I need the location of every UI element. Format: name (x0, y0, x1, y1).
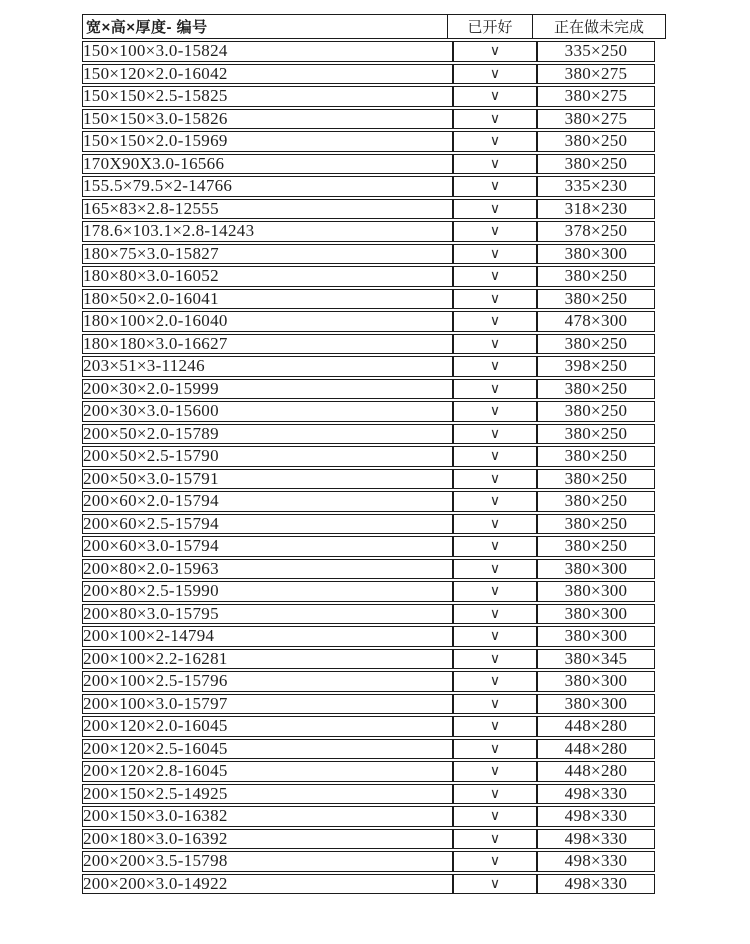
table-header (82, 14, 666, 39)
table-row (82, 626, 655, 647)
pending-size-cell: 380×300 (537, 604, 655, 625)
table-row (82, 131, 655, 152)
spec-cell: 200×150×3.0-16382 (82, 806, 453, 827)
check-mark-icon: ∨ (489, 560, 501, 577)
pending-size-cell: 448×280 (537, 739, 655, 760)
table-row (82, 536, 655, 557)
table-row (82, 41, 655, 62)
check-cell (453, 41, 537, 62)
check-cell (453, 559, 537, 580)
spec-cell: 180×75×3.0-15827 (82, 244, 453, 265)
check-cell (453, 379, 537, 400)
table-row (82, 649, 655, 670)
pending-size-cell: 318×230 (537, 199, 655, 220)
check-mark-icon: ∨ (489, 808, 501, 825)
check-mark-icon: ∨ (489, 763, 501, 780)
table-row (82, 784, 655, 805)
check-cell (453, 874, 537, 895)
check-cell (453, 109, 537, 130)
check-cell (453, 671, 537, 692)
check-mark-icon: ∨ (489, 200, 501, 217)
check-cell (453, 491, 537, 512)
table-row (82, 289, 655, 310)
check-mark-icon: ∨ (489, 335, 501, 352)
spec-cell: 200×100×2-14794 (82, 626, 453, 647)
pending-size-cell: 380×250 (537, 401, 655, 422)
pending-size-cell: 380×250 (537, 536, 655, 557)
check-cell (453, 221, 537, 242)
pending-size-cell: 380×275 (537, 109, 655, 130)
check-cell (453, 176, 537, 197)
table-row (82, 424, 655, 445)
table-row (82, 491, 655, 512)
spec-cell: 200×120×2.8-16045 (82, 761, 453, 782)
check-mark-icon: ∨ (489, 155, 501, 172)
spec-cell: 200×100×3.0-15797 (82, 694, 453, 715)
check-mark-icon: ∨ (489, 470, 501, 487)
check-mark-icon: ∨ (489, 133, 501, 150)
pending-size-cell: 380×250 (537, 131, 655, 152)
check-mark-icon: ∨ (489, 178, 501, 195)
pending-size-cell: 380×275 (537, 64, 655, 85)
spec-cell: 150×150×3.0-15826 (82, 109, 453, 130)
check-mark-icon: ∨ (489, 583, 501, 600)
table-row (82, 581, 655, 602)
pending-size-cell: 498×330 (537, 829, 655, 850)
check-mark-icon: ∨ (489, 65, 501, 82)
check-cell (453, 694, 537, 715)
table-row (82, 311, 655, 332)
check-mark-icon: ∨ (489, 380, 501, 397)
pending-size-cell: 498×330 (537, 851, 655, 872)
spec-cell: 200×30×3.0-15600 (82, 401, 453, 422)
spec-cell: 200×200×3.0-14922 (82, 874, 453, 895)
pending-size-cell: 380×250 (537, 154, 655, 175)
check-cell (453, 469, 537, 490)
check-mark-icon: ∨ (489, 313, 501, 330)
check-mark-icon: ∨ (489, 650, 501, 667)
check-cell (453, 289, 537, 310)
spec-cell: 203×51×3-11246 (82, 356, 453, 377)
check-mark-icon: ∨ (489, 358, 501, 375)
table-row (82, 761, 655, 782)
check-cell (453, 86, 537, 107)
table-row (82, 109, 655, 130)
check-cell (453, 784, 537, 805)
spec-cell: 200×60×3.0-15794 (82, 536, 453, 557)
pending-size-cell: 380×300 (537, 559, 655, 580)
check-mark-icon: ∨ (489, 740, 501, 757)
check-mark-icon: ∨ (489, 268, 501, 285)
check-cell (453, 536, 537, 557)
check-mark-icon: ∨ (489, 785, 501, 802)
spec-cell: 150×100×3.0-15824 (82, 41, 453, 62)
pending-size-cell: 380×250 (537, 289, 655, 310)
spec-cell: 165×83×2.8-12555 (82, 199, 453, 220)
spec-cell: 200×100×2.2-16281 (82, 649, 453, 670)
check-cell (453, 446, 537, 467)
table-row (82, 874, 655, 895)
table-row (82, 379, 655, 400)
check-mark-icon: ∨ (489, 493, 501, 510)
table-row (82, 334, 655, 355)
pending-size-cell: 380×250 (537, 446, 655, 467)
table-row (82, 604, 655, 625)
check-cell (453, 311, 537, 332)
table-row (82, 559, 655, 580)
pending-size-cell: 448×280 (537, 716, 655, 737)
check-mark-icon: ∨ (489, 718, 501, 735)
check-cell (453, 829, 537, 850)
check-mark-icon: ∨ (489, 88, 501, 105)
pending-size-cell: 380×250 (537, 491, 655, 512)
table-row (82, 851, 655, 872)
check-mark-icon: ∨ (489, 403, 501, 420)
spec-cell: 178.6×103.1×2.8-14243 (82, 221, 453, 242)
table-row (82, 86, 655, 107)
table-row (82, 64, 655, 85)
table-row (82, 469, 655, 490)
spec-cell: 180×50×2.0-16041 (82, 289, 453, 310)
check-mark-icon: ∨ (489, 853, 501, 870)
check-cell (453, 356, 537, 377)
check-mark-icon: ∨ (489, 515, 501, 532)
spec-cell: 180×180×3.0-16627 (82, 334, 453, 355)
pending-size-cell: 378×250 (537, 221, 655, 242)
pending-size-cell: 380×275 (537, 86, 655, 107)
table-row (82, 154, 655, 175)
check-cell (453, 716, 537, 737)
pending-size-cell: 335×230 (537, 176, 655, 197)
check-mark-icon: ∨ (489, 245, 501, 262)
spec-cell: 200×80×3.0-15795 (82, 604, 453, 625)
spec-cell: 200×50×2.5-15790 (82, 446, 453, 467)
check-cell (453, 649, 537, 670)
check-cell (453, 851, 537, 872)
table-row (82, 716, 655, 737)
check-cell (453, 244, 537, 265)
spec-cell: 150×150×2.0-15969 (82, 131, 453, 152)
pending-size-cell: 380×250 (537, 266, 655, 287)
spec-cell: 200×80×2.0-15963 (82, 559, 453, 580)
spec-cell: 170X90X3.0-16566 (82, 154, 453, 175)
check-mark-icon: ∨ (489, 830, 501, 847)
check-mark-icon: ∨ (489, 875, 501, 892)
check-cell (453, 739, 537, 760)
table-row (82, 221, 655, 242)
check-cell (453, 604, 537, 625)
pending-size-cell: 398×250 (537, 356, 655, 377)
spec-cell: 200×60×2.0-15794 (82, 491, 453, 512)
table-row (82, 514, 655, 535)
spec-column-header: 宽×高×厚度- 编号 (83, 15, 448, 38)
check-cell (453, 761, 537, 782)
spec-cell: 155.5×79.5×2-14766 (82, 176, 453, 197)
check-cell (453, 806, 537, 827)
check-cell (453, 514, 537, 535)
spec-cell: 200×150×2.5-14925 (82, 784, 453, 805)
table-row (82, 829, 655, 850)
check-cell (453, 424, 537, 445)
check-mark-icon: ∨ (489, 605, 501, 622)
check-cell (453, 266, 537, 287)
check-mark-icon: ∨ (489, 290, 501, 307)
pending-size-cell: 380×250 (537, 469, 655, 490)
check-cell (453, 199, 537, 220)
check-mark-icon: ∨ (489, 695, 501, 712)
spec-cell: 180×100×2.0-16040 (82, 311, 453, 332)
pending-size-cell: 380×250 (537, 514, 655, 535)
check-mark-icon: ∨ (489, 110, 501, 127)
pending-size-cell: 380×300 (537, 581, 655, 602)
check-mark-icon: ∨ (489, 223, 501, 240)
pending-size-cell: 380×250 (537, 379, 655, 400)
check-cell (453, 154, 537, 175)
spec-cell: 200×50×3.0-15791 (82, 469, 453, 490)
spec-cell: 200×120×2.0-16045 (82, 716, 453, 737)
pending-size-cell: 380×250 (537, 334, 655, 355)
pending-size-cell: 498×330 (537, 806, 655, 827)
spec-cell: 180×80×3.0-16052 (82, 266, 453, 287)
spec-cell: 200×180×3.0-16392 (82, 829, 453, 850)
table-row (82, 671, 655, 692)
table-row (82, 739, 655, 760)
check-mark-icon: ∨ (489, 538, 501, 555)
pending-size-cell: 498×330 (537, 874, 655, 895)
pending-size-cell: 380×345 (537, 649, 655, 670)
spec-cell: 200×120×2.5-16045 (82, 739, 453, 760)
table-body (82, 39, 655, 896)
table-row (82, 244, 655, 265)
table-row (82, 806, 655, 827)
table-row (82, 356, 655, 377)
spec-cell: 200×50×2.0-15789 (82, 424, 453, 445)
table-row (82, 401, 655, 422)
check-cell (453, 64, 537, 85)
check-mark-icon: ∨ (489, 628, 501, 645)
pending-size-cell: 335×250 (537, 41, 655, 62)
pending-size-cell: 380×300 (537, 626, 655, 647)
check-cell (453, 131, 537, 152)
check-cell (453, 334, 537, 355)
spec-cell: 200×200×3.5-15798 (82, 851, 453, 872)
table-row (82, 694, 655, 715)
spec-cell: 200×80×2.5-15990 (82, 581, 453, 602)
check-mark-icon: ∨ (489, 673, 501, 690)
check-mark-icon: ∨ (489, 448, 501, 465)
table-row (82, 199, 655, 220)
done-column-header: 已开好 (448, 15, 533, 38)
spec-cell: 200×100×2.5-15796 (82, 671, 453, 692)
spec-cell: 150×150×2.5-15825 (82, 86, 453, 107)
spec-cell: 200×60×2.5-15794 (82, 514, 453, 535)
pending-size-cell: 380×300 (537, 671, 655, 692)
pending-size-cell: 448×280 (537, 761, 655, 782)
production-table (82, 14, 666, 896)
spec-cell: 200×30×2.0-15999 (82, 379, 453, 400)
table-row (82, 446, 655, 467)
table-row (82, 176, 655, 197)
pending-size-cell: 380×300 (537, 694, 655, 715)
check-cell (453, 581, 537, 602)
check-mark-icon: ∨ (489, 425, 501, 442)
pending-column-header: 正在做未完成 (553, 20, 644, 36)
pending-size-cell: 380×250 (537, 424, 655, 445)
table-row (82, 266, 655, 287)
check-mark-icon: ∨ (489, 43, 501, 60)
check-cell (453, 626, 537, 647)
spec-cell: 150×120×2.0-16042 (82, 64, 453, 85)
check-cell (453, 401, 537, 422)
pending-size-cell: 478×300 (537, 311, 655, 332)
pending-size-cell: 380×300 (537, 244, 655, 265)
pending-size-cell: 498×330 (537, 784, 655, 805)
